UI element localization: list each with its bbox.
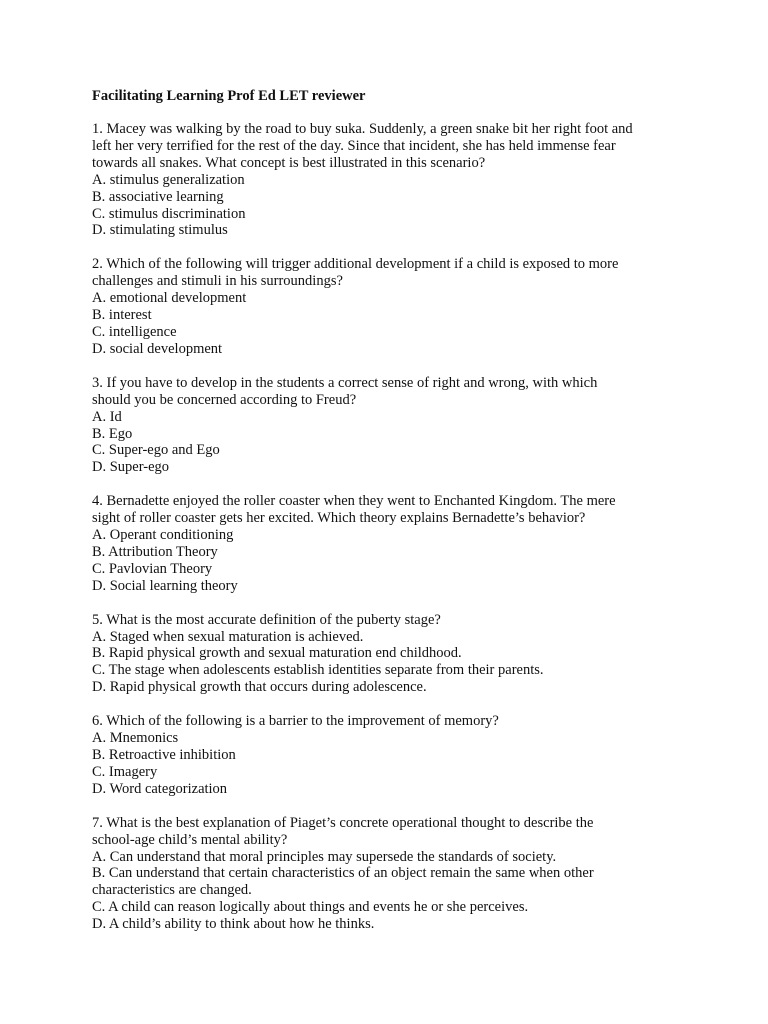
question-text-line: 7. What is the best explanation of Piaget’s concrete operational thought to describe the [92,814,594,831]
question-text-line: towards all snakes. What concept is best illustrated in this scenario? [92,154,486,171]
option-a: A. stimulus generalization [92,171,245,188]
question-5 [92,612,712,697]
option-b: B. Can understand that certain characteristics of an object remain the same when other [92,865,594,882]
option-d: D. Super-ego [92,459,170,476]
option-c: C. Pavlovian Theory [92,560,213,577]
question-text-line: 5. What is the most accurate definition of the puberty stage? [92,611,441,628]
option-a: A. Can understand that moral principles may supersede the standards of society. [92,848,557,865]
question-6 [92,713,712,798]
option-d: D. Rapid physical growth that occurs during adolescence. [92,679,427,696]
question-text-line: left her very terrified for the rest of the day. Since that incident, she has held immense fear [92,137,616,154]
question-3 [92,375,712,476]
option-d: D. stimulating stimulus [92,222,228,239]
question-4 [92,493,712,594]
question-text-line: 6. Which of the following is a barrier to the improvement of memory? [92,713,499,730]
question-2 [92,256,712,357]
option-b: B. Retroactive inhibition [92,747,236,763]
option-b: B. Rapid physical growth and sexual maturation end childhood. [92,645,462,662]
option-c: C. The stage when adolescents establish identities separate from their parents. [92,662,544,679]
question-text-line: 3. If you have to develop in the students a correct sense of right and wrong, with which [92,374,598,391]
option-b: B. Ego [92,425,133,442]
option-d: D. Social learning theory [92,577,238,594]
option-c: C. stimulus discrimination [92,205,246,222]
option-a: A. Id [92,408,122,425]
option-c: C. Imagery [92,763,158,780]
question-text-line: 1. Macey was walking by the road to buy suka. Suddenly, a green snake bit her right foot and [92,121,633,137]
option-c: C. Super-ego and Ego [92,442,220,459]
option-b: B. interest [92,307,152,324]
question-1 [92,121,712,239]
option-d: D. Word categorization [92,780,228,797]
question-7 [92,815,712,933]
option-c: C. A child can reason logically about things and events he or she perceives. [92,899,529,916]
option-b: B. Attribution Theory [92,543,218,560]
option-a: A. Mnemonics [92,730,179,747]
option-d: D. social development [92,340,223,357]
option-c: C. intelligence [92,323,177,340]
option-b: B. associative learning [92,188,224,205]
question-text-line: school-age child’s mental ability? [92,831,288,848]
option-b: characteristics are changed. [92,882,252,899]
option-a: A. Operant conditioning [92,527,234,544]
document-title: Facilitating Learning Prof Ed LET reviewer [92,88,366,104]
question-list [92,121,712,950]
question-text-line: 2. Which of the following will trigger additional development if a child is exposed to more [92,256,619,273]
option-d: D. A child’s ability to think about how he thinks. [92,916,375,933]
question-text-line: 4. Bernadette enjoyed the roller coaster when they went to Enchanted Kingdom. The mere [92,493,616,510]
option-a: A. emotional development [92,290,247,307]
question-text-line: sight of roller coaster gets her excited. Which theory explains Bernadette’s behavior? [92,510,586,527]
question-text-line: challenges and stimuli in his surroundings? [92,273,343,290]
question-text-line: should you be concerned according to Freud? [92,391,357,408]
option-a: A. Staged when sexual maturation is achieved. [92,628,364,645]
